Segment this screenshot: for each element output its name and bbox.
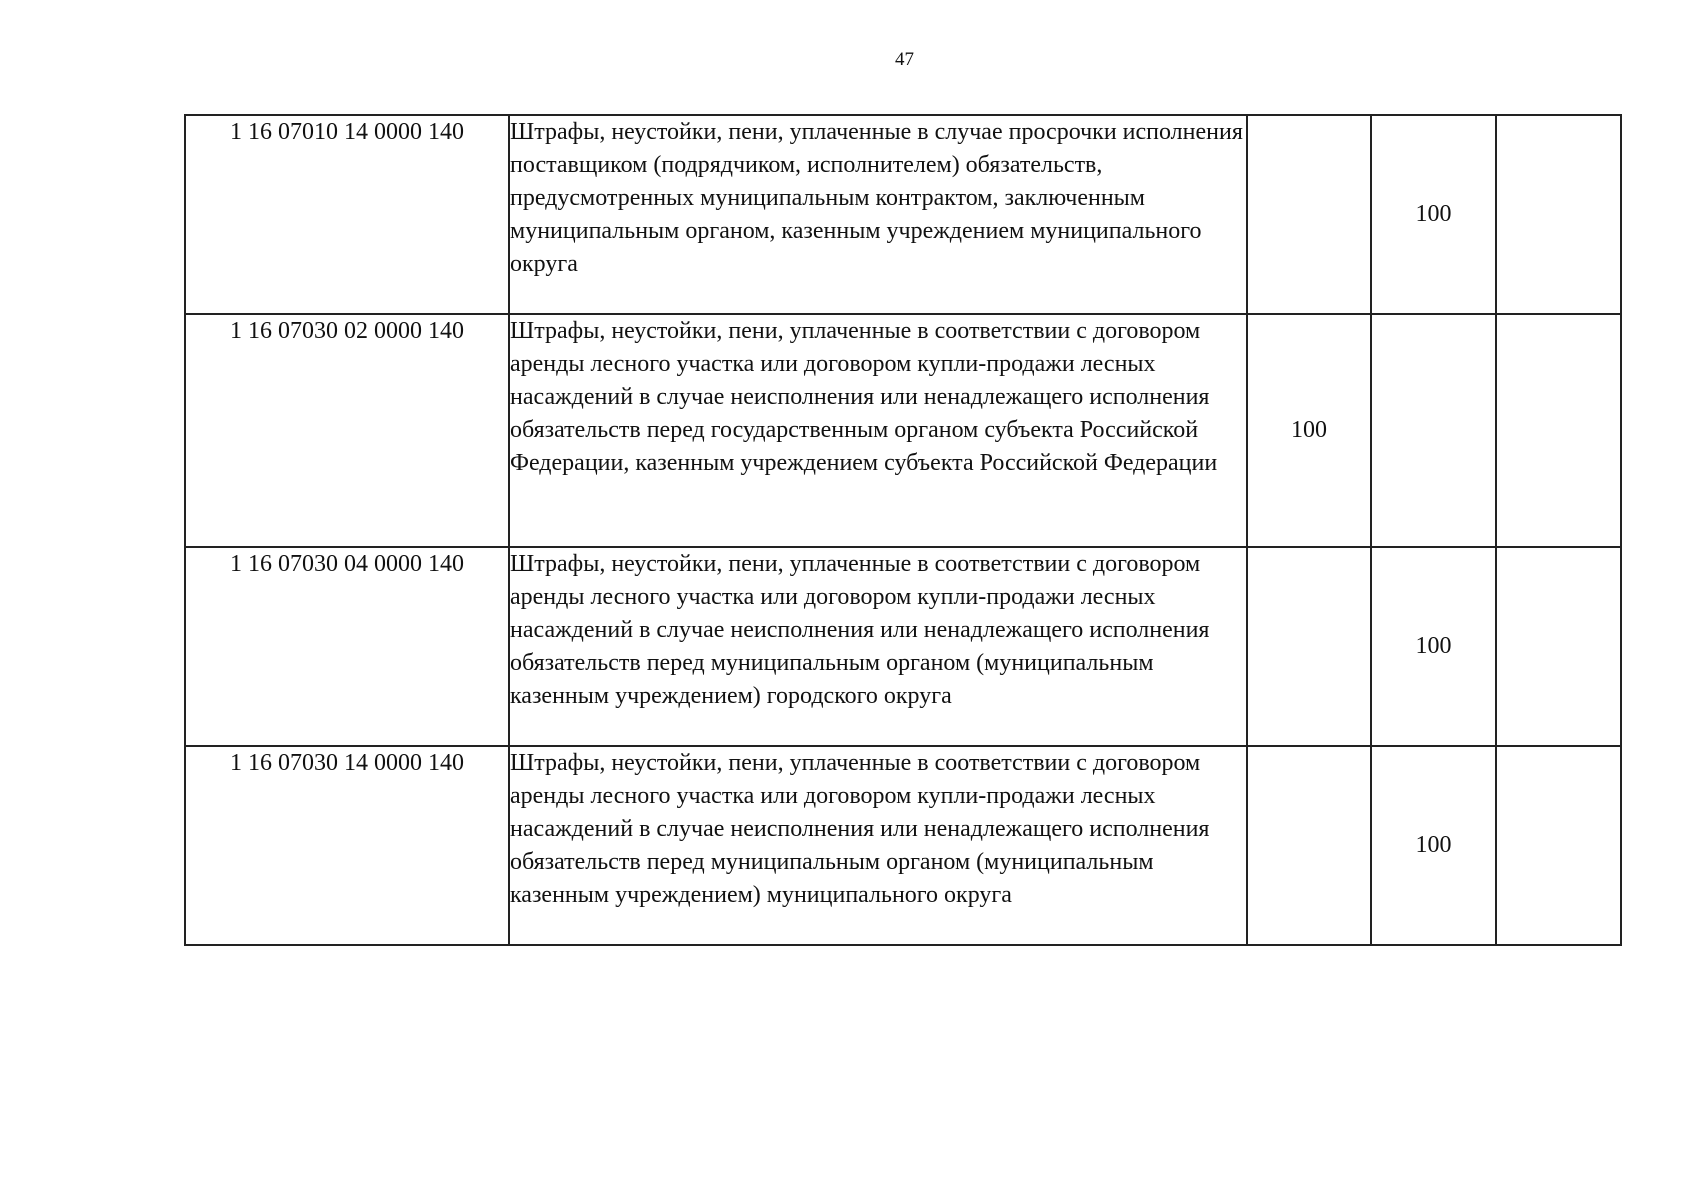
- percent-cell-2: 100: [1371, 746, 1496, 945]
- revenue-name-cell: Штрафы, неустойки, пени, уплаченные в соответствии с договором аренды лесного участка или договором купли-продажи лесных насаждений в случае неисполнения или ненадлежащего исполнения обязательств перед государственным органом субъекта Российской Федерации, казенным учреждением субъекта Российской Федерации: [509, 314, 1247, 547]
- revenue-distribution-table: [184, 114, 1622, 946]
- page-number: 47: [895, 49, 914, 70]
- table-row: [185, 314, 1621, 547]
- revenue-code-cell: 1 16 07010 14 0000 140: [185, 115, 509, 314]
- percent-cell-1: [1247, 115, 1371, 314]
- percent-cell-2: [1371, 314, 1496, 547]
- percent-cell-3: [1496, 547, 1621, 746]
- table-row: [185, 746, 1621, 945]
- table-row: [185, 115, 1621, 314]
- percent-cell-2: 100: [1371, 115, 1496, 314]
- revenue-name-cell: Штрафы, неустойки, пени, уплаченные в соответствии с договором аренды лесного участка или договором купли-продажи лесных насаждений в случае неисполнения или ненадлежащего исполнения обязательств перед муниципальным органом (муниципальным казенным учреждением) городского округа: [509, 547, 1247, 746]
- revenue-code-cell: 1 16 07030 02 0000 140: [185, 314, 509, 547]
- percent-cell-1: [1247, 746, 1371, 945]
- percent-cell-2: 100: [1371, 547, 1496, 746]
- percent-cell-1: [1247, 547, 1371, 746]
- percent-cell-3: [1496, 314, 1621, 547]
- page-header: [0, 48, 1697, 72]
- revenue-code-cell: 1 16 07030 14 0000 140: [185, 746, 509, 945]
- percent-cell-1: 100: [1247, 314, 1371, 547]
- table-row: [185, 547, 1621, 746]
- percent-cell-3: [1496, 746, 1621, 945]
- revenue-name-cell: Штрафы, неустойки, пени, уплаченные в случае просрочки исполнения поставщиком (подрядчиком, исполнителем) обязательств, предусмотренных муниципальным контрактом, заключенным муниципальным органом, казенным учреждением муниципального округа: [509, 115, 1247, 314]
- revenue-code-cell: 1 16 07030 04 0000 140: [185, 547, 509, 746]
- percent-cell-3: [1496, 115, 1621, 314]
- revenue-name-cell: Штрафы, неустойки, пени, уплаченные в соответствии с договором аренды лесного участка или договором купли-продажи лесных насаждений в случае неисполнения или ненадлежащего исполнения обязательств перед муниципальным органом (муниципальным казенным учреждением) муниципального округа: [509, 746, 1247, 945]
